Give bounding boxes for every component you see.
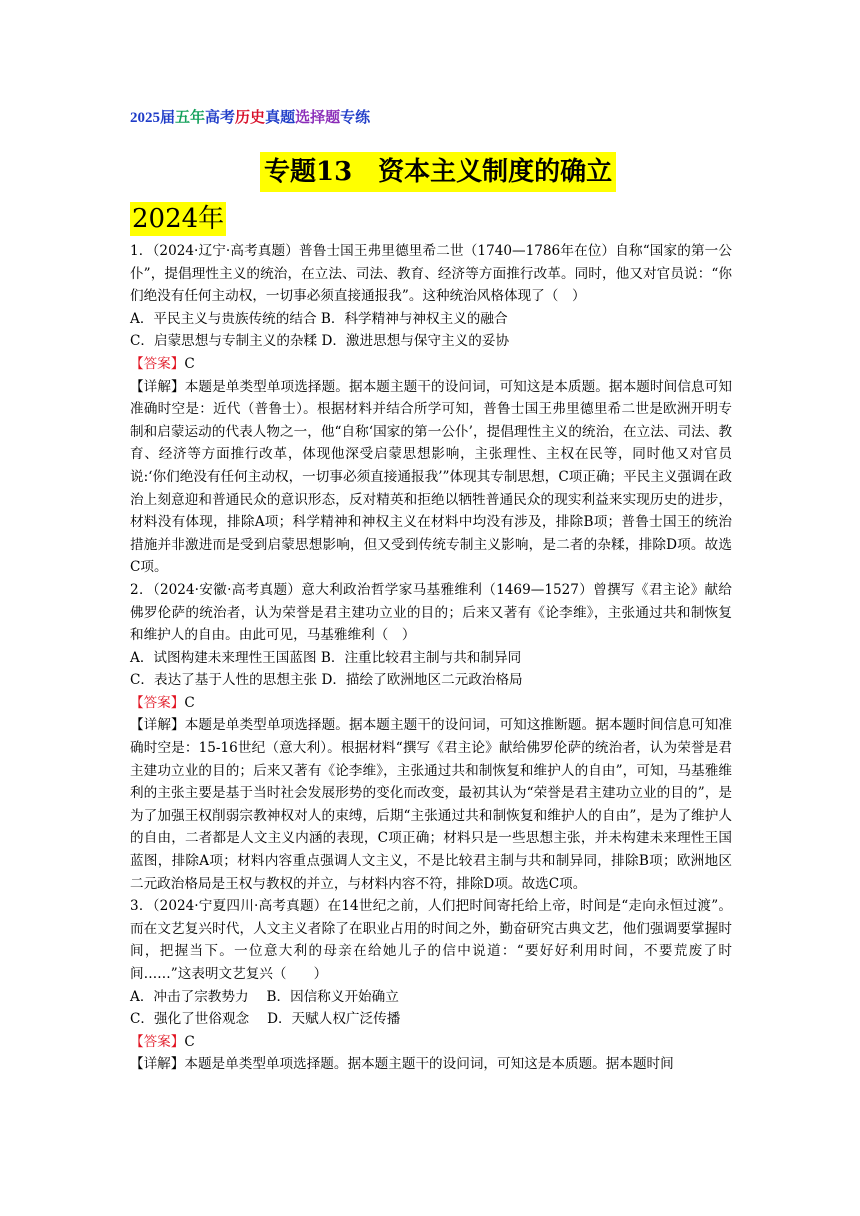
series-heading [130, 106, 370, 127]
answer-tag: 【答案】 [130, 1033, 185, 1050]
question-item [130, 579, 732, 895]
answer-tag: 【答案】 [130, 694, 185, 711]
answer-value: C [184, 694, 195, 711]
series-part: 选择题 [295, 110, 341, 126]
question-option-line: A．试图构建未来理性王国蓝图 B．注重比较君主制与共和制异同 [130, 649, 522, 666]
question-stem: 2．（2024·安徽·高考真题）意大利政治哲学家马基雅维利（1469—1527）曾撰写《君主论》献给佛罗伦萨的统治者，认为荣誉是君主建功立业的目的；后来又著有《论李维》，主张通过共和制恢复和维护人的自由。由此可见，马基雅维利（ ） [130, 581, 732, 644]
question-item [130, 240, 732, 579]
series-part: 历史 [235, 110, 266, 126]
explanation-text: 【详解】本题是单类型单项选择题。据本题主题干的设问词，可知这是本质题。据本题时间信息可知准确时空是：近代（普鲁士）。根据材料并结合所学可知，普鲁士国王弗里德里希二世是欧洲开明专制和启蒙运动的代表人物之一，他“自称‘国家的第一公仆’，提倡理性主义的统治，在立法、司法、教育、经济等方面推行改革，体现他深受启蒙思想影响，主张理性、主权在民等，同时他又对官员说:‘你们绝没有任何主动权，一切事必须直接通报我’”体现其专制思想，C项正确；平民主义强调在政治上刻意迎和普通民众的意识形态，反对精英和拒绝以牺牲普通民众的现实利益来实现历史的进步，材料没有体现，排除A项；科学精神和神权主义在材料中均没有涉及，排除B项；普鲁士国王的统治措施并非激进而是受到启蒙思想影响，但又受到传统专制主义影响，是二者的杂糅，排除D项。故选C项。 [130, 378, 732, 576]
answer-line [130, 692, 732, 715]
answer-value: C [184, 1033, 195, 1050]
question-item [130, 895, 732, 1076]
series-part: 真题 [265, 110, 296, 126]
answer-line [130, 353, 732, 376]
series-part: 届 [160, 110, 176, 126]
question-option-line: A．冲击了宗教势力 B．因信称义开始确立 [130, 988, 399, 1005]
question-option-line: C．表达了基于人性的思想主张 D．描绘了欧洲地区二元政治格局 [130, 672, 523, 689]
question-option-line: C．强化了世俗观念 D．天赋人权广泛传播 [130, 1011, 401, 1028]
series-part: 五年 [175, 110, 206, 126]
question-option-line: C．启蒙思想与专制主义的杂糅 D．激进思想与保守主义的妥协 [130, 333, 510, 350]
question-stem: 1．（2024·辽宁·高考真题）普鲁士国王弗里德里希二世（1740—1786年在位）自称“国家的第一公仆”，提倡理性主义的统治，在立法、司法、教育、经济等方面推行改革。同时，他又对官员说：“你们绝没有任何主动权，一切事必须直接通报我”。这种统治风格体现了（ ） [130, 243, 732, 305]
answer-value: C [184, 355, 195, 372]
questions-content [130, 240, 732, 1076]
explanation-text: 【详解】本题是单类型单项选择题。据本题主题干的设问词，可知这是本质题。据本题时间 [130, 1056, 674, 1073]
question-option-line: A．平民主义与贵族传统的结合 B．科学精神与神权主义的融合 [130, 310, 508, 327]
series-part: 高考 [205, 110, 236, 126]
answer-line [130, 1031, 732, 1054]
topic-title: 专题13 资本主义制度的确立 [260, 152, 616, 192]
explanation-text: 【详解】本题是单类型单项选择题。据本题主题干的设问词，可知这推断题。据本题时间信息可知准确时空是：15-16世纪（意大利）。根据材料“撰写《君主论》献给佛罗伦萨的统治者，认为荣誉是君主建功立业的目的；后来又著有《论李维》，主张通过共和制恢复和维护人的自由”，可知，马基雅维利的主张主要是基于当时社会发展形势的变化而改变，最初其认为“荣誉是君主建功立业的目的”，是为了加强王权削弱宗教神权对人的束缚，后期“主张通过共和制恢复和维护人的自由”，是为了维护人的自由，二者都是人文主义内涵的表现，C项正确；材料只是一些思想主张，并未构建未来理性王国蓝图，排除A项；材料内容重点强调人文主义，不是比较君主制与共和制异同，排除B项；欧洲地区二元政治格局是王权与教权的并立，与材料内容不符，排除D项。故选C项。 [130, 717, 732, 892]
question-stem: 3．（2024·宁夏四川·高考真题）在14世纪之前，人们把时间寄托给上帝，时间是“走向永恒过渡”。而在文艺复兴时代，人文主义者除了在职业占用的时间之外，勤奋研究古典文艺，他们强调要掌握时间，把握当下。一位意大利的母亲在给她儿子的信中说道：“要好好利用时间，不要荒废了时间……”这表明文艺复兴（ ） [130, 898, 732, 982]
year-heading: 2024年 [132, 204, 225, 234]
series-part: 2025 [130, 110, 160, 126]
series-part: 专练 [340, 110, 371, 126]
answer-tag: 【答案】 [130, 355, 185, 372]
